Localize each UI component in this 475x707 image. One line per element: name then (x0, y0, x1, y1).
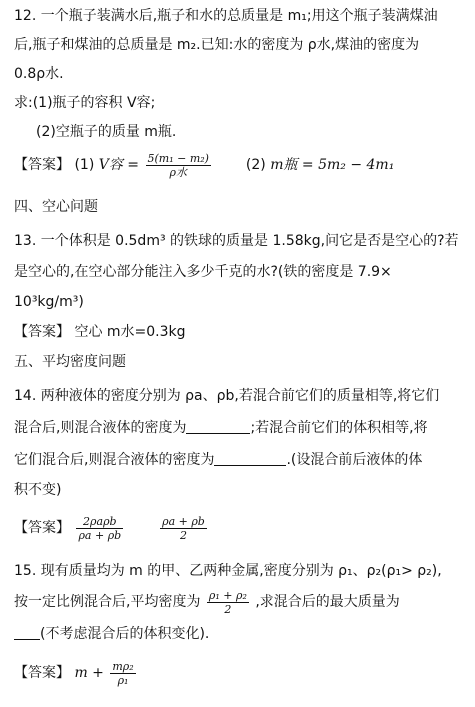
answer-tag: 【答案】 (14, 665, 70, 681)
average-density-fraction (207, 589, 249, 616)
answer-1-lhs: V容 = (98, 157, 140, 173)
q15-line-3 (14, 624, 209, 644)
q12-line-1: 12. 一个瓶子装满水后,瓶子和水的总质量是 m₁;用这个瓶子装满煤油 (14, 8, 438, 24)
fraction-numerator: ρa + ρb (162, 514, 205, 528)
section-4-heading: 四、空心问题 (14, 199, 98, 215)
q12-line-5: (2)空瓶子的质量 m瓶. (36, 124, 177, 140)
q13-answer (14, 322, 186, 342)
answer-tag: 【答案】 (14, 157, 70, 173)
fill-blank (14, 625, 40, 640)
q12-line-2: 后,瓶子和煤油的总质量是 m₂.已知:水的密度为 ρ水,煤油的密度为 (14, 37, 420, 53)
q12-line-4: 求:(1)瓶子的容积 V容; (14, 95, 156, 111)
fraction-numerator: mρ₂ (112, 659, 134, 673)
q15-line-2 (14, 586, 400, 618)
answer-text: 空心 m水=0.3kg (74, 324, 186, 340)
fill-blank (214, 451, 286, 466)
answer-2-label: (2) (245, 157, 266, 173)
fraction-denominator: ρ₁ (117, 673, 129, 687)
answer-prefix: m + (74, 665, 104, 681)
fraction-numerator: ρ₁ + ρ₂ (208, 588, 247, 602)
q15-line-1: 15. 现有质量均为 m 的甲、乙两种金属,密度分别为 ρ₁、ρ₂(ρ₁> ρ₂), (14, 563, 442, 579)
q15-answer (14, 655, 138, 691)
fill-blank (186, 419, 250, 434)
q14-line-1: 14. 两种液体的密度分别为 ρa、ρb,若混合前它们的质量相等,将它们 (14, 388, 440, 404)
q13-line-1: 13. 一个体积是 0.5dm³ 的铁球的质量是 1.58kg,问它是否是空心的?若 (14, 233, 459, 249)
answer-tag: 【答案】 (14, 520, 70, 536)
q15-line-3-text: (不考虑混合后的体积变化). (40, 626, 210, 642)
fraction-denominator: ρa + ρb (78, 528, 122, 542)
fraction-numerator: 5(m₁ − m₂) (147, 151, 209, 165)
q14-line-2 (14, 418, 428, 438)
answer-fraction (110, 660, 135, 687)
fraction-denominator: 2 (179, 528, 187, 542)
answer-fraction-1 (76, 515, 123, 542)
fraction-denominator: ρ水 (169, 165, 187, 179)
q14-line-3-end: .(设混合前后液体的体 (286, 452, 423, 468)
fraction-numerator: 2ρaρb (76, 515, 123, 529)
answer-tag: 【答案】 (14, 324, 70, 340)
q14-line-3 (14, 450, 422, 470)
answer-2-expr: m瓶 = 5m₂ − 4m₁ (270, 157, 395, 173)
answer-fraction-2 (160, 515, 207, 542)
q13-line-3: 10³kg/m³) (14, 294, 84, 310)
q14-line-2-start: 混合后,则混合液体的密度为 (14, 420, 187, 436)
q12-answer (14, 150, 394, 180)
q14-answer (14, 510, 209, 546)
q14-line-4: 积不变) (14, 482, 62, 498)
section-5-heading: 五、平均密度问题 (14, 354, 126, 370)
q14-line-2-end: ;若混合前它们的体积相等,将 (250, 420, 428, 436)
q15-line-2-end: ,求混合后的最大质量为 (255, 594, 400, 610)
q15-line-2-start: 按一定比例混合后,平均密度为 (14, 594, 201, 610)
q13-line-2: 是空心的,在空心部分能注入多少千克的水?(铁的密度是 7.9× (14, 264, 392, 280)
q14-line-3-start: 它们混合后,则混合液体的密度为 (14, 452, 215, 468)
answer-1-fraction (146, 152, 211, 179)
answer-1-label: (1) (74, 157, 95, 173)
fraction-denominator: 2 (224, 602, 232, 616)
q12-line-3: 0.8ρ水. (14, 66, 64, 82)
